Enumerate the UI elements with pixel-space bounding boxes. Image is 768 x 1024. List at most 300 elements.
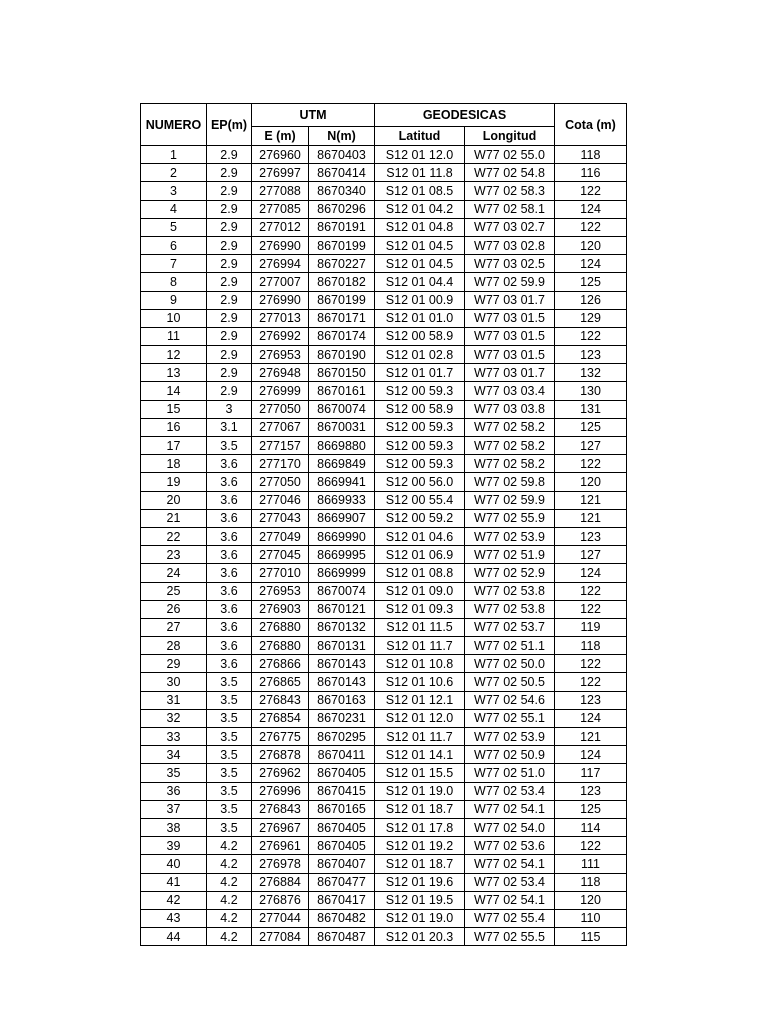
cell-latitud: S12 01 09.3 — [375, 600, 465, 618]
cell-n: 8670163 — [309, 691, 375, 709]
cell-longitud: W77 02 59.9 — [465, 273, 555, 291]
cell-e: 277043 — [252, 509, 309, 527]
cell-longitud: W77 03 01.5 — [465, 346, 555, 364]
cell-e: 276775 — [252, 728, 309, 746]
cell-n: 8670417 — [309, 891, 375, 909]
cell-e: 277085 — [252, 200, 309, 218]
cell-numero: 12 — [141, 346, 207, 364]
cell-e: 276953 — [252, 582, 309, 600]
cell-longitud: W77 02 53.9 — [465, 527, 555, 545]
cell-longitud: W77 02 58.3 — [465, 182, 555, 200]
cell-longitud: W77 02 53.7 — [465, 618, 555, 636]
cell-cota: 124 — [555, 746, 627, 764]
cell-n: 8670143 — [309, 655, 375, 673]
cell-numero: 29 — [141, 655, 207, 673]
cell-latitud: S12 01 01.0 — [375, 309, 465, 327]
cell-numero: 21 — [141, 509, 207, 527]
header-latitud: Latitud — [375, 127, 465, 146]
table-row — [141, 273, 627, 291]
table-row — [141, 364, 627, 382]
cell-numero: 6 — [141, 236, 207, 254]
cell-latitud: S12 01 20.3 — [375, 928, 465, 946]
cell-numero: 19 — [141, 473, 207, 491]
cell-longitud: W77 03 01.5 — [465, 327, 555, 345]
cell-numero: 24 — [141, 564, 207, 582]
cell-e: 276878 — [252, 746, 309, 764]
table-row — [141, 509, 627, 527]
cell-numero: 33 — [141, 728, 207, 746]
cell-e: 277045 — [252, 546, 309, 564]
cell-numero: 16 — [141, 418, 207, 436]
cell-longitud: W77 02 53.6 — [465, 837, 555, 855]
cell-cota: 124 — [555, 564, 627, 582]
cell-n: 8670415 — [309, 782, 375, 800]
cell-numero: 4 — [141, 200, 207, 218]
cell-latitud: S12 01 02.8 — [375, 346, 465, 364]
cell-numero: 9 — [141, 291, 207, 309]
cell-longitud: W77 02 58.2 — [465, 418, 555, 436]
table-row — [141, 637, 627, 655]
cell-e: 276961 — [252, 837, 309, 855]
cell-ep: 3.6 — [207, 618, 252, 636]
table-row — [141, 546, 627, 564]
cell-latitud: S12 01 18.7 — [375, 855, 465, 873]
cell-ep: 3.6 — [207, 546, 252, 564]
cell-longitud: W77 02 54.1 — [465, 891, 555, 909]
cell-cota: 118 — [555, 637, 627, 655]
cell-numero: 2 — [141, 164, 207, 182]
cell-e: 276866 — [252, 655, 309, 673]
cell-n: 8669880 — [309, 437, 375, 455]
cell-e: 277050 — [252, 473, 309, 491]
cell-e: 277046 — [252, 491, 309, 509]
cell-n: 8669990 — [309, 527, 375, 545]
cell-cota: 119 — [555, 618, 627, 636]
cell-cota: 122 — [555, 655, 627, 673]
cell-cota: 125 — [555, 418, 627, 436]
header-cota: Cota (m) — [555, 104, 627, 146]
cell-ep: 3.6 — [207, 491, 252, 509]
header-row-top — [141, 104, 627, 127]
cell-longitud: W77 02 59.9 — [465, 491, 555, 509]
cell-longitud: W77 03 02.8 — [465, 236, 555, 254]
cell-ep: 3.5 — [207, 782, 252, 800]
cell-latitud: S12 01 17.8 — [375, 818, 465, 836]
cell-latitud: S12 01 12.0 — [375, 709, 465, 727]
cell-longitud: W77 02 55.5 — [465, 928, 555, 946]
table-row — [141, 164, 627, 182]
table-row — [141, 346, 627, 364]
cell-n: 8670199 — [309, 236, 375, 254]
table-row — [141, 455, 627, 473]
cell-n: 8670411 — [309, 746, 375, 764]
cell-cota: 116 — [555, 164, 627, 182]
cell-longitud: W77 02 54.8 — [465, 164, 555, 182]
table-row — [141, 527, 627, 545]
table-row — [141, 218, 627, 236]
cell-n: 8670231 — [309, 709, 375, 727]
cell-longitud: W77 02 53.8 — [465, 582, 555, 600]
table-row — [141, 255, 627, 273]
cell-n: 8669999 — [309, 564, 375, 582]
cell-longitud: W77 02 51.9 — [465, 546, 555, 564]
cell-latitud: S12 01 18.7 — [375, 800, 465, 818]
cell-longitud: W77 02 53.4 — [465, 873, 555, 891]
cell-latitud: S12 01 12.1 — [375, 691, 465, 709]
cell-cota: 110 — [555, 909, 627, 927]
table-row — [141, 782, 627, 800]
table-row — [141, 473, 627, 491]
cell-longitud: W77 02 54.1 — [465, 800, 555, 818]
cell-ep: 2.9 — [207, 309, 252, 327]
cell-longitud: W77 03 02.5 — [465, 255, 555, 273]
cell-e: 277067 — [252, 418, 309, 436]
table-row — [141, 728, 627, 746]
cell-cota: 120 — [555, 891, 627, 909]
cell-latitud: S12 00 56.0 — [375, 473, 465, 491]
table-body — [141, 146, 627, 946]
cell-n: 8670403 — [309, 146, 375, 164]
cell-numero: 27 — [141, 618, 207, 636]
cell-e: 276903 — [252, 600, 309, 618]
cell-longitud: W77 02 53.8 — [465, 600, 555, 618]
cell-ep: 2.9 — [207, 346, 252, 364]
cell-ep: 3.5 — [207, 709, 252, 727]
cell-ep: 4.2 — [207, 928, 252, 946]
cell-numero: 36 — [141, 782, 207, 800]
cell-n: 8670031 — [309, 418, 375, 436]
cell-latitud: S12 01 04.8 — [375, 218, 465, 236]
cell-e: 277044 — [252, 909, 309, 927]
cell-cota: 118 — [555, 146, 627, 164]
cell-latitud: S12 01 00.9 — [375, 291, 465, 309]
cell-longitud: W77 02 55.9 — [465, 509, 555, 527]
cell-ep: 2.9 — [207, 364, 252, 382]
cell-n: 8670487 — [309, 928, 375, 946]
cell-n: 8670074 — [309, 400, 375, 418]
cell-ep: 2.9 — [207, 164, 252, 182]
cell-longitud: W77 02 50.0 — [465, 655, 555, 673]
cell-n: 8670165 — [309, 800, 375, 818]
cell-longitud: W77 02 50.9 — [465, 746, 555, 764]
cell-n: 8670199 — [309, 291, 375, 309]
cell-longitud: W77 02 54.1 — [465, 855, 555, 873]
cell-e: 276962 — [252, 764, 309, 782]
cell-numero: 18 — [141, 455, 207, 473]
cell-latitud: S12 00 59.3 — [375, 418, 465, 436]
cell-numero: 8 — [141, 273, 207, 291]
cell-n: 8670482 — [309, 909, 375, 927]
cell-longitud: W77 03 01.5 — [465, 309, 555, 327]
cell-cota: 130 — [555, 382, 627, 400]
cell-ep: 4.2 — [207, 855, 252, 873]
cell-latitud: S12 01 04.5 — [375, 236, 465, 254]
cell-longitud: W77 02 58.1 — [465, 200, 555, 218]
cell-latitud: S12 00 59.3 — [375, 382, 465, 400]
cell-numero: 7 — [141, 255, 207, 273]
cell-latitud: S12 01 14.1 — [375, 746, 465, 764]
cell-longitud: W77 02 51.0 — [465, 764, 555, 782]
header-longitud: Longitud — [465, 127, 555, 146]
table-row — [141, 600, 627, 618]
cell-cota: 115 — [555, 928, 627, 946]
cell-longitud: W77 03 03.4 — [465, 382, 555, 400]
cell-cota: 120 — [555, 473, 627, 491]
cell-n: 8670477 — [309, 873, 375, 891]
cell-ep: 3.5 — [207, 764, 252, 782]
table-row — [141, 327, 627, 345]
cell-cota: 132 — [555, 364, 627, 382]
cell-cota: 122 — [555, 673, 627, 691]
cell-ep: 3.5 — [207, 673, 252, 691]
cell-latitud: S12 00 58.9 — [375, 327, 465, 345]
cell-numero: 43 — [141, 909, 207, 927]
cell-n: 8670405 — [309, 764, 375, 782]
cell-n: 8669995 — [309, 546, 375, 564]
cell-n: 8670171 — [309, 309, 375, 327]
cell-e: 276994 — [252, 255, 309, 273]
cell-e: 277088 — [252, 182, 309, 200]
header-n: N(m) — [309, 127, 375, 146]
cell-latitud: S12 01 01.7 — [375, 364, 465, 382]
cell-ep: 2.9 — [207, 200, 252, 218]
table-row — [141, 236, 627, 254]
cell-e: 277007 — [252, 273, 309, 291]
cell-cota: 121 — [555, 728, 627, 746]
cell-cota: 122 — [555, 218, 627, 236]
cell-numero: 15 — [141, 400, 207, 418]
cell-ep: 3.6 — [207, 637, 252, 655]
cell-ep: 3.5 — [207, 800, 252, 818]
table-row — [141, 400, 627, 418]
table-row — [141, 564, 627, 582]
cell-longitud: W77 03 03.8 — [465, 400, 555, 418]
cell-n: 8670405 — [309, 818, 375, 836]
cell-ep: 4.2 — [207, 909, 252, 927]
cell-n: 8670227 — [309, 255, 375, 273]
cell-cota: 122 — [555, 327, 627, 345]
cell-n: 8670191 — [309, 218, 375, 236]
cell-n: 8670132 — [309, 618, 375, 636]
cell-latitud: S12 01 15.5 — [375, 764, 465, 782]
table-row — [141, 800, 627, 818]
cell-ep: 2.9 — [207, 236, 252, 254]
cell-numero: 32 — [141, 709, 207, 727]
table-row — [141, 655, 627, 673]
cell-longitud: W77 02 53.9 — [465, 728, 555, 746]
cell-ep: 3.5 — [207, 691, 252, 709]
cell-ep: 2.9 — [207, 146, 252, 164]
header-ep: EP(m) — [207, 104, 252, 146]
cell-numero: 37 — [141, 800, 207, 818]
cell-ep: 2.9 — [207, 255, 252, 273]
table-row — [141, 309, 627, 327]
cell-e: 276990 — [252, 291, 309, 309]
cell-e: 276880 — [252, 618, 309, 636]
cell-numero: 28 — [141, 637, 207, 655]
cell-n: 8669941 — [309, 473, 375, 491]
cell-cota: 123 — [555, 691, 627, 709]
cell-longitud: W77 02 55.4 — [465, 909, 555, 927]
cell-numero: 40 — [141, 855, 207, 873]
cell-n: 8670414 — [309, 164, 375, 182]
cell-numero: 10 — [141, 309, 207, 327]
cell-e: 277010 — [252, 564, 309, 582]
cell-latitud: S12 01 19.0 — [375, 782, 465, 800]
cell-n: 8669933 — [309, 491, 375, 509]
cell-latitud: S12 00 55.4 — [375, 491, 465, 509]
table-row — [141, 691, 627, 709]
cell-ep: 3.6 — [207, 455, 252, 473]
header-geodesicas: GEODESICAS — [375, 104, 555, 127]
cell-latitud: S12 01 08.5 — [375, 182, 465, 200]
cell-longitud: W77 02 59.8 — [465, 473, 555, 491]
cell-latitud: S12 01 19.0 — [375, 909, 465, 927]
cell-numero: 1 — [141, 146, 207, 164]
cell-cota: 121 — [555, 509, 627, 527]
cell-cota: 123 — [555, 527, 627, 545]
cell-longitud: W77 02 54.0 — [465, 818, 555, 836]
cell-ep: 3.5 — [207, 728, 252, 746]
cell-ep: 2.9 — [207, 327, 252, 345]
table-row — [141, 855, 627, 873]
cell-e: 276865 — [252, 673, 309, 691]
cell-longitud: W77 02 58.2 — [465, 455, 555, 473]
cell-ep: 2.9 — [207, 382, 252, 400]
cell-latitud: S12 00 58.9 — [375, 400, 465, 418]
cell-numero: 34 — [141, 746, 207, 764]
cell-latitud: S12 01 11.5 — [375, 618, 465, 636]
cell-e: 276990 — [252, 236, 309, 254]
cell-e: 276997 — [252, 164, 309, 182]
cell-n: 8670131 — [309, 637, 375, 655]
cell-e: 277012 — [252, 218, 309, 236]
table-row — [141, 437, 627, 455]
cell-numero: 31 — [141, 691, 207, 709]
cell-e: 277049 — [252, 527, 309, 545]
cell-latitud: S12 01 10.8 — [375, 655, 465, 673]
table-row — [141, 764, 627, 782]
cell-numero: 22 — [141, 527, 207, 545]
cell-e: 276854 — [252, 709, 309, 727]
cell-latitud: S12 01 19.6 — [375, 873, 465, 891]
cell-e: 276876 — [252, 891, 309, 909]
cell-cota: 117 — [555, 764, 627, 782]
cell-ep: 2.9 — [207, 218, 252, 236]
cell-ep: 3.6 — [207, 582, 252, 600]
cell-e: 276948 — [252, 364, 309, 382]
cell-ep: 3.6 — [207, 527, 252, 545]
cell-e: 277050 — [252, 400, 309, 418]
cell-longitud: W77 02 53.4 — [465, 782, 555, 800]
cell-latitud: S12 01 08.8 — [375, 564, 465, 582]
cell-latitud: S12 01 04.4 — [375, 273, 465, 291]
cell-numero: 30 — [141, 673, 207, 691]
cell-latitud: S12 01 19.2 — [375, 837, 465, 855]
cell-n: 8670182 — [309, 273, 375, 291]
cell-n: 8670074 — [309, 582, 375, 600]
table-row — [141, 928, 627, 946]
cell-cota: 118 — [555, 873, 627, 891]
cell-latitud: S12 01 06.9 — [375, 546, 465, 564]
cell-latitud: S12 01 04.5 — [375, 255, 465, 273]
table-header — [141, 104, 627, 146]
cell-n: 8670340 — [309, 182, 375, 200]
cell-ep: 2.9 — [207, 273, 252, 291]
cell-cota: 127 — [555, 437, 627, 455]
cell-e: 277170 — [252, 455, 309, 473]
cell-e: 276884 — [252, 873, 309, 891]
table-row — [141, 709, 627, 727]
table-row — [141, 418, 627, 436]
cell-ep: 3 — [207, 400, 252, 418]
cell-numero: 26 — [141, 600, 207, 618]
cell-n: 8670296 — [309, 200, 375, 218]
cell-latitud: S12 00 59.3 — [375, 455, 465, 473]
cell-latitud: S12 01 11.7 — [375, 637, 465, 655]
cell-e: 276967 — [252, 818, 309, 836]
cell-ep: 4.2 — [207, 837, 252, 855]
header-utm: UTM — [252, 104, 375, 127]
cell-cota: 122 — [555, 182, 627, 200]
cell-cota: 120 — [555, 236, 627, 254]
cell-e: 276953 — [252, 346, 309, 364]
cell-cota: 122 — [555, 582, 627, 600]
table-row — [141, 618, 627, 636]
cell-n: 8670190 — [309, 346, 375, 364]
cell-longitud: W77 03 01.7 — [465, 364, 555, 382]
cell-cota: 124 — [555, 709, 627, 727]
cell-latitud: S12 01 10.6 — [375, 673, 465, 691]
cell-n: 8670161 — [309, 382, 375, 400]
cell-ep: 2.9 — [207, 182, 252, 200]
table-row — [141, 182, 627, 200]
cell-numero: 17 — [141, 437, 207, 455]
table-row — [141, 746, 627, 764]
cell-ep: 3.6 — [207, 655, 252, 673]
table-row — [141, 873, 627, 891]
cell-cota: 131 — [555, 400, 627, 418]
cell-n: 8670143 — [309, 673, 375, 691]
table-row — [141, 146, 627, 164]
cell-cota: 114 — [555, 818, 627, 836]
cell-latitud: S12 00 59.2 — [375, 509, 465, 527]
cell-n: 8670121 — [309, 600, 375, 618]
cell-cota: 111 — [555, 855, 627, 873]
cell-longitud: W77 02 55.1 — [465, 709, 555, 727]
cell-longitud: W77 02 55.0 — [465, 146, 555, 164]
cell-latitud: S12 01 11.7 — [375, 728, 465, 746]
table-row — [141, 200, 627, 218]
cell-cota: 124 — [555, 255, 627, 273]
cell-longitud: W77 03 02.7 — [465, 218, 555, 236]
cell-numero: 39 — [141, 837, 207, 855]
cell-cota: 125 — [555, 273, 627, 291]
cell-longitud: W77 02 51.1 — [465, 637, 555, 655]
cell-ep: 3.5 — [207, 818, 252, 836]
table-row — [141, 818, 627, 836]
table-row — [141, 382, 627, 400]
cell-ep: 4.2 — [207, 873, 252, 891]
cell-latitud: S12 00 59.3 — [375, 437, 465, 455]
header-numero: NUMERO — [141, 104, 207, 146]
cell-longitud: W77 02 58.2 — [465, 437, 555, 455]
cell-numero: 11 — [141, 327, 207, 345]
cell-cota: 123 — [555, 346, 627, 364]
cell-cota: 129 — [555, 309, 627, 327]
cell-numero: 14 — [141, 382, 207, 400]
cell-ep: 3.5 — [207, 437, 252, 455]
